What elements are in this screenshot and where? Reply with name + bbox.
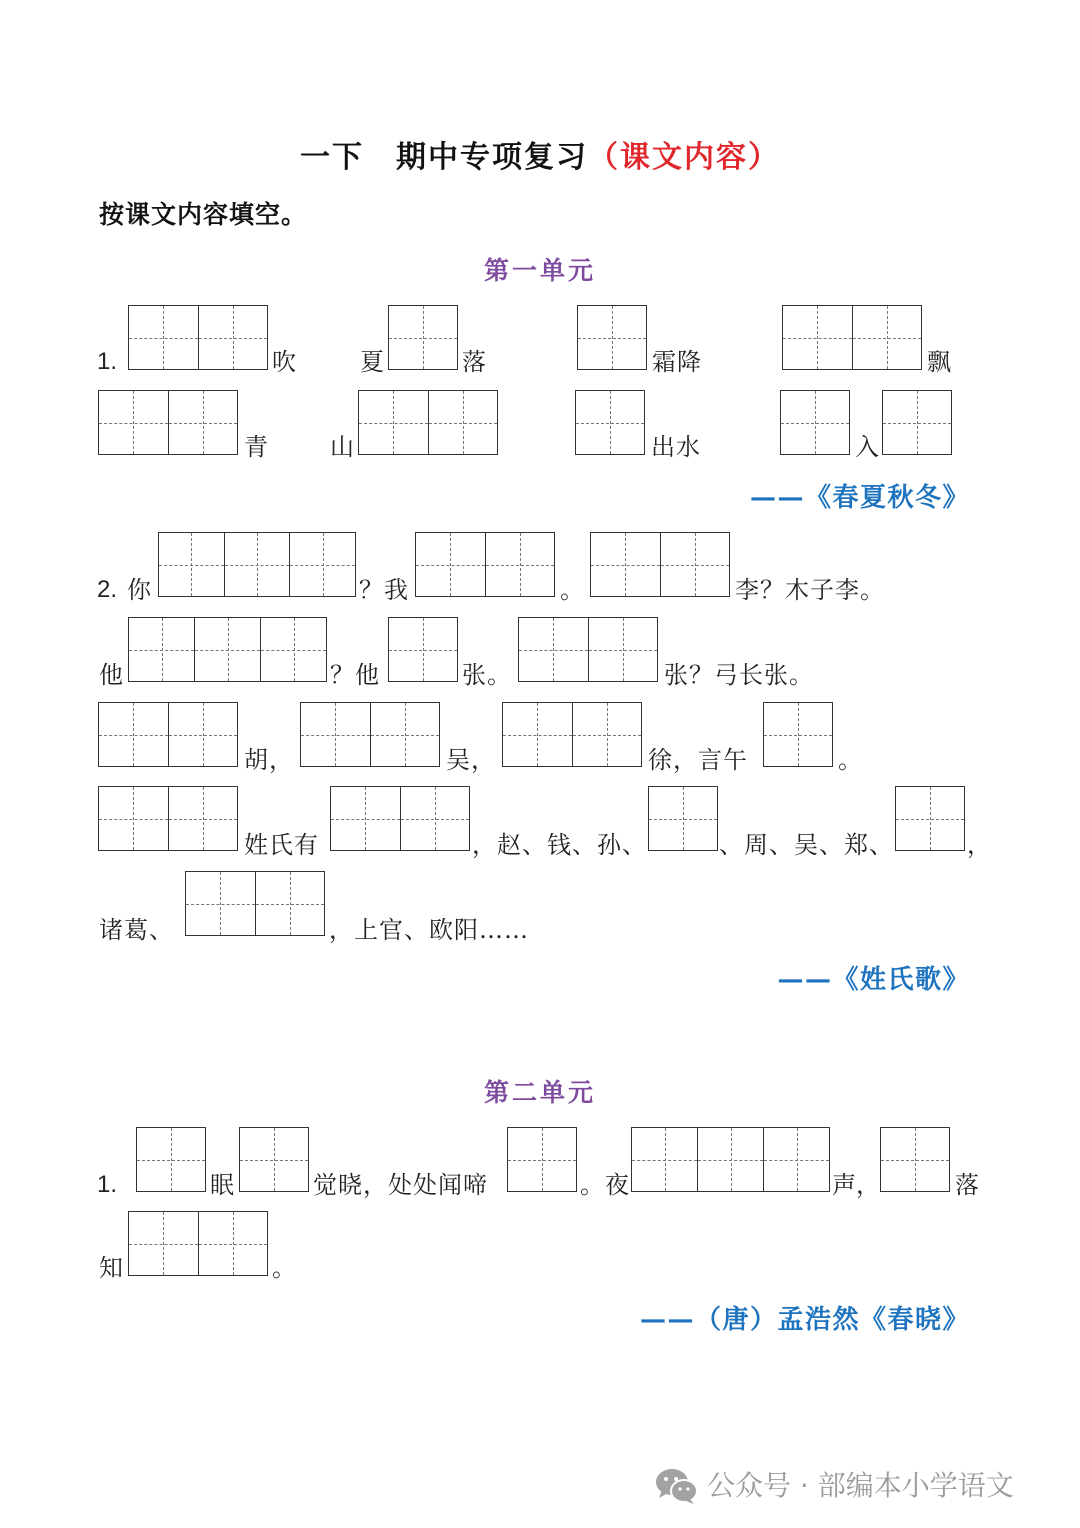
grid-cell bbox=[576, 391, 644, 454]
grid-cell bbox=[649, 787, 717, 850]
grid-cell bbox=[883, 391, 951, 454]
text-fragment: ，赵、钱、孙、 bbox=[472, 831, 647, 859]
grid-cell bbox=[255, 872, 325, 935]
answer-grid bbox=[631, 1127, 830, 1192]
text-fragment: 落 bbox=[955, 1171, 980, 1199]
grid-cell bbox=[224, 533, 290, 596]
answer-grid bbox=[782, 305, 922, 370]
answer-grid bbox=[575, 390, 645, 455]
question-number: 1. bbox=[97, 348, 118, 375]
grid-cell bbox=[578, 306, 646, 369]
text-fragment: 。夜 bbox=[580, 1171, 630, 1199]
text-fragment: 声， bbox=[832, 1171, 880, 1199]
grid-cell bbox=[389, 306, 457, 369]
watermark-text: 公众号 · 部编本小学语文 bbox=[707, 1469, 1014, 1502]
page-title bbox=[0, 140, 1080, 176]
grid-cell bbox=[588, 618, 658, 681]
unit-heading: 第二单元 bbox=[483, 1078, 596, 1107]
title-main: 一下 期中专项复习 bbox=[300, 140, 588, 175]
grid-cell bbox=[400, 787, 470, 850]
grid-cell bbox=[763, 1128, 829, 1191]
text-fragment: 你 bbox=[127, 576, 152, 604]
grid-cell bbox=[485, 533, 555, 596]
grid-cell bbox=[198, 306, 268, 369]
text-fragment: 入 bbox=[855, 433, 880, 461]
source-citation: ——《姓氏歌》 bbox=[777, 965, 970, 995]
text-fragment: 飘 bbox=[927, 348, 952, 376]
answer-grid bbox=[880, 1127, 950, 1192]
text-fragment: 落 bbox=[462, 348, 487, 376]
text-fragment: ， bbox=[967, 831, 992, 859]
grid-cell bbox=[881, 1128, 949, 1191]
grid-cell bbox=[168, 787, 238, 850]
text-fragment: 张？弓长张。 bbox=[664, 661, 814, 689]
grid-cell bbox=[660, 533, 730, 596]
answer-grid bbox=[648, 786, 718, 851]
text-fragment: 青 bbox=[244, 433, 269, 461]
grid-cell bbox=[508, 1128, 576, 1191]
answer-grid bbox=[518, 617, 658, 682]
text-fragment: 李？木子李。 bbox=[735, 576, 885, 604]
wechat-icon bbox=[655, 1467, 699, 1505]
grid-cell bbox=[896, 787, 964, 850]
answer-grid bbox=[185, 871, 325, 936]
text-fragment: 觉晓，处处闻啼 bbox=[313, 1171, 488, 1199]
grid-cell bbox=[389, 618, 457, 681]
text-fragment: 。 bbox=[560, 576, 585, 604]
answer-grid bbox=[300, 702, 440, 767]
answer-grid bbox=[128, 1211, 268, 1276]
text-fragment: 诸葛、 bbox=[99, 916, 174, 944]
grid-cell bbox=[572, 703, 642, 766]
grid-cell bbox=[99, 787, 168, 850]
grid-cell bbox=[781, 391, 849, 454]
text-fragment: 出水 bbox=[651, 433, 701, 461]
grid-cell bbox=[137, 1128, 205, 1191]
text-fragment: 吹 bbox=[272, 348, 297, 376]
grid-cell bbox=[260, 618, 326, 681]
answer-grid bbox=[590, 532, 730, 597]
answer-grid bbox=[577, 305, 647, 370]
text-fragment: 他 bbox=[99, 661, 124, 689]
grid-cell bbox=[168, 391, 238, 454]
text-fragment: 霜降 bbox=[652, 348, 702, 376]
answer-grid bbox=[358, 390, 498, 455]
text-fragment: 山 bbox=[330, 433, 355, 461]
grid-cell bbox=[331, 787, 400, 850]
answer-grid bbox=[98, 786, 238, 851]
grid-cell bbox=[852, 306, 922, 369]
answer-grid bbox=[388, 305, 458, 370]
source-citation: ——（唐）孟浩然《春晓》 bbox=[639, 1305, 970, 1335]
text-fragment: ？我 bbox=[359, 576, 409, 604]
answer-grid bbox=[128, 305, 268, 370]
text-fragment: 姓氏有 bbox=[244, 831, 319, 859]
instruction: 按课文内容填空。 bbox=[99, 200, 308, 229]
grid-cell bbox=[697, 1128, 763, 1191]
grid-cell bbox=[186, 872, 255, 935]
grid-cell bbox=[240, 1128, 308, 1191]
grid-cell bbox=[129, 1212, 198, 1275]
question-number: 2. bbox=[97, 576, 118, 603]
answer-grid bbox=[415, 532, 555, 597]
answer-grid bbox=[388, 617, 458, 682]
grid-cell bbox=[129, 618, 194, 681]
grid-cell bbox=[632, 1128, 697, 1191]
grid-cell bbox=[764, 703, 832, 766]
grid-cell bbox=[159, 533, 224, 596]
source-citation: ——《春夏秋冬》 bbox=[749, 483, 970, 513]
question-number: 1. bbox=[97, 1171, 118, 1198]
grid-cell bbox=[503, 703, 572, 766]
text-fragment: 。 bbox=[838, 746, 863, 774]
answer-grid bbox=[780, 390, 850, 455]
answer-grid bbox=[136, 1127, 206, 1192]
answer-grid bbox=[882, 390, 952, 455]
answer-grid bbox=[895, 786, 965, 851]
text-fragment: 夏 bbox=[360, 348, 385, 376]
grid-cell bbox=[416, 533, 485, 596]
grid-cell bbox=[591, 533, 660, 596]
grid-cell bbox=[198, 1212, 268, 1275]
text-fragment: 胡， bbox=[244, 746, 294, 774]
grid-cell bbox=[428, 391, 498, 454]
answer-grid bbox=[763, 702, 833, 767]
grid-cell bbox=[783, 306, 852, 369]
grid-cell bbox=[168, 703, 238, 766]
unit-heading: 第一单元 bbox=[483, 256, 596, 285]
grid-cell bbox=[301, 703, 370, 766]
grid-cell bbox=[129, 306, 198, 369]
grid-cell bbox=[289, 533, 355, 596]
answer-grid bbox=[239, 1127, 309, 1192]
answer-grid bbox=[158, 532, 356, 597]
text-fragment: 眠 bbox=[210, 1171, 235, 1199]
answer-grid bbox=[330, 786, 470, 851]
title-highlight: （课文内容） bbox=[588, 140, 780, 175]
grid-cell bbox=[99, 391, 168, 454]
answer-grid bbox=[128, 617, 327, 682]
text-fragment: 张。 bbox=[462, 661, 512, 689]
text-fragment: 吴， bbox=[446, 746, 496, 774]
answer-grid bbox=[98, 390, 238, 455]
answer-grid bbox=[98, 702, 238, 767]
grid-cell bbox=[359, 391, 428, 454]
grid-cell bbox=[194, 618, 260, 681]
text-fragment: 、周、吴、郑、 bbox=[719, 831, 894, 859]
grid-cell bbox=[370, 703, 440, 766]
answer-grid bbox=[502, 702, 642, 767]
grid-cell bbox=[99, 703, 168, 766]
grid-cell bbox=[519, 618, 588, 681]
text-fragment: ？他 bbox=[330, 661, 380, 689]
text-fragment: 徐，言午 bbox=[648, 746, 748, 774]
text-fragment: ，上官、欧阳…… bbox=[329, 916, 529, 944]
text-fragment: 。 bbox=[272, 1254, 297, 1282]
answer-grid bbox=[507, 1127, 577, 1192]
text-fragment: 知 bbox=[99, 1254, 124, 1282]
